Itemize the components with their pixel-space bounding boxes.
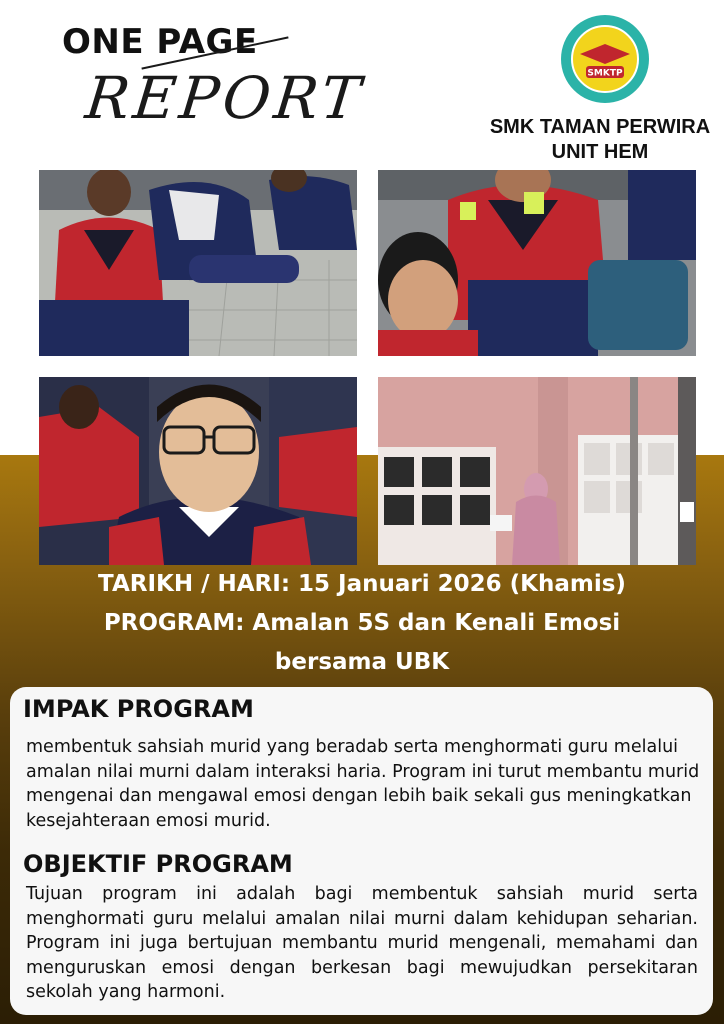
photo-teacher-speaking bbox=[378, 377, 696, 565]
school-logo bbox=[560, 14, 650, 104]
school-name: SMK TAMAN PERWIRA bbox=[489, 116, 711, 138]
report-title-line1: ONE PAGE bbox=[62, 22, 258, 62]
report-title-line2: REPORT bbox=[82, 64, 368, 132]
school-unit: UNIT HEM bbox=[551, 141, 649, 163]
objektif-text: Tujuan program ini adalah bagi membentuk sahsiah murid serta menghormati guru melalui amalan nilai murni dalam kehidupan seharian. Program ini juga bertujuan membantu murid mengenali, memahami dan menguruskan emosi dengan berkesan bagi mewujudkan persekitaran sekolah yang harmoni. bbox=[26, 884, 698, 1002]
program-date: TARIKH / HARI: 15 Januari 2026 (Khamis) bbox=[98, 571, 626, 597]
photo-student-with-glasses bbox=[39, 377, 357, 565]
photo-students-sitting bbox=[39, 170, 357, 356]
impak-text: membentuk sahsiah murid yang beradab serta menghormati guru melalui amalan nilai murni dalam interaksi haria. Program ini turut membantu murid mengenai dan mengawal emosi dengan lebih baik sekali gus meningkatkan kesejahteraan emosi murid. bbox=[26, 737, 700, 831]
objektif-heading: OBJEKTIF PROGRAM bbox=[23, 850, 293, 878]
logo-text: SMKTP bbox=[587, 68, 623, 79]
program-name-line2: bersama UBK bbox=[274, 649, 450, 675]
photo-students-sticky-notes bbox=[378, 170, 696, 356]
program-name-line1: PROGRAM: Amalan 5S dan Kenali Emosi bbox=[103, 610, 621, 636]
impak-heading: IMPAK PROGRAM bbox=[23, 695, 254, 723]
